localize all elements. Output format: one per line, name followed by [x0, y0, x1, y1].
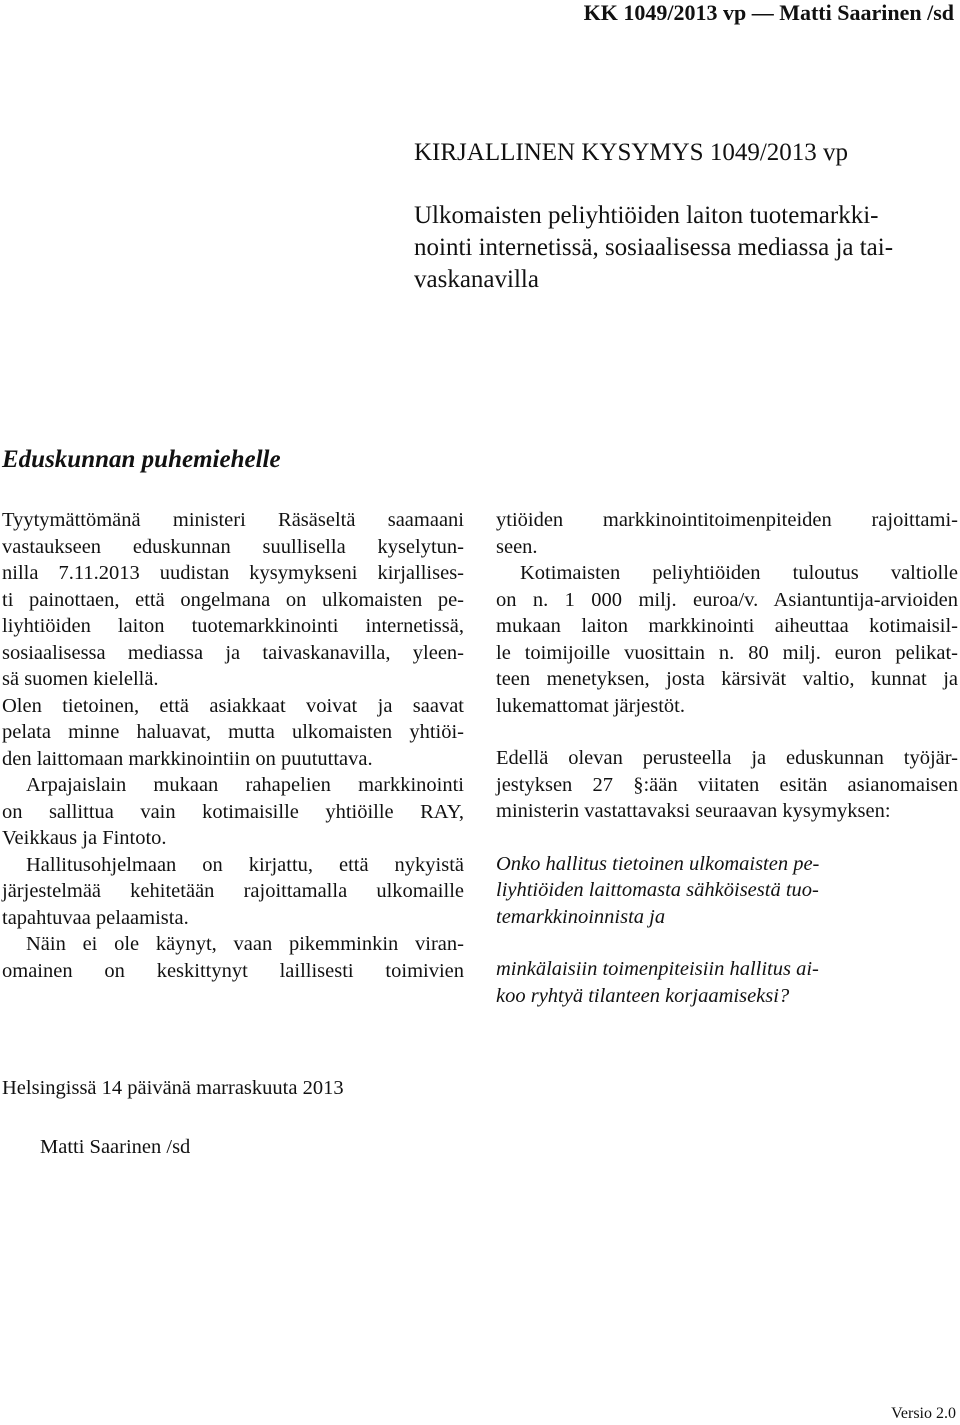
- text-line: on sallittua vain kotimaisille yhtiöille RAY,: [2, 800, 464, 823]
- salutation: Eduskunnan puhemiehelle: [2, 446, 281, 473]
- signature-name: Matti Saarinen /sd: [40, 1136, 191, 1158]
- question-title: [414, 200, 954, 296]
- paragraph: [496, 507, 958, 560]
- text-line: ti painottaen, että ongelmana on ulkomaisten pe-: [2, 588, 464, 611]
- paragraph: [496, 560, 958, 719]
- spacer: [496, 825, 958, 851]
- text-line: Edellä olevan perusteella ja eduskunnan työjär-: [496, 747, 958, 769]
- text-line: Arpajaislain mukaan rahapelien markkinointi: [26, 774, 464, 796]
- spacer: [496, 719, 958, 745]
- question-text: [496, 956, 958, 1009]
- question-text: [496, 851, 958, 931]
- text-line: jestyksen 27 §:ään viitaten esitän asianomaisen: [496, 773, 958, 796]
- text-line: lukemattomat järjestöt.: [496, 694, 686, 717]
- text-line: teen menetyksen, josta kärsivät valtio, kunnat ja: [496, 668, 958, 690]
- text-line: liyhtiöiden laiton tuotemarkkinointi internetissä,: [2, 615, 464, 637]
- text-line: pelata minne haluavat, mutta ulkomaisten yhtiöi-: [2, 721, 464, 743]
- paragraph: [496, 745, 958, 825]
- text-line: liyhtiöiden laittomasta sähköisestä tuo-: [496, 879, 819, 901]
- text-line: Hallitusohjelmaan on kirjattu, että nykyistä: [26, 853, 464, 876]
- text-line: sosiaalisessa mediassa ja taivaskanavilla, yleen-: [2, 641, 464, 664]
- spacer: [496, 930, 958, 956]
- version-label: Versio 2.0: [891, 1405, 956, 1422]
- text-line: den laittomaan markkinointiin on puututtava.: [2, 747, 373, 770]
- text-line: Olen tietoinen, että asiakkaat voivat ja saavat: [2, 694, 464, 717]
- left-column: [2, 507, 464, 984]
- text-line: tapahtuvaa pelaamista.: [2, 906, 189, 929]
- text-line: mukaan laiton markkinointi aiheuttaa kotimaisil-: [496, 615, 958, 637]
- title-line: Ulkomaisten peliyhtiöiden laiton tuotemarkki-: [414, 202, 879, 229]
- text-line: omainen on keskittynyt laillisesti toimivien: [2, 959, 464, 982]
- text-line: Veikkaus ja Fintoto.: [2, 827, 167, 849]
- paragraph: [2, 693, 464, 773]
- text-line: temarkkinoinnista ja: [496, 905, 666, 928]
- text-line: ytiöiden markkinointitoimenpiteiden rajoittami-: [496, 509, 958, 531]
- paragraph: [2, 507, 464, 693]
- text-line: le toimijoille vuosittain n. 80 milj. euron pelikat-: [496, 641, 958, 664]
- paragraph: [2, 931, 464, 984]
- text-line: on n. 1 000 milj. euroa/v. Asiantuntija-arvioiden: [496, 588, 958, 611]
- question-id: KIRJALLINEN KYSYMYS 1049/2013 vp: [414, 139, 849, 166]
- text-line: vastaukseen eduskunnan suullisella kyselytun-: [2, 535, 464, 558]
- text-line: minkälaisiin toimenpiteisiin hallitus ai-: [496, 958, 819, 980]
- text-line: sä suomen kielellä.: [2, 668, 159, 690]
- text-line: järjestelmää kehitetään rajoittamalla ulkomaille: [2, 880, 464, 902]
- right-column: [496, 507, 958, 1009]
- title-line: vaskanavilla: [414, 266, 539, 293]
- paragraph: [2, 772, 464, 852]
- text-line: nilla 7.11.2013 uudistan kysymykseni kirjallises-: [2, 562, 464, 584]
- title-line: nointi internetissä, sosiaalisessa mediassa ja tai-: [414, 234, 894, 261]
- paragraph: [2, 852, 464, 932]
- text-line: Tyytymättömänä ministeri Räsäseltä saamaani: [2, 509, 464, 531]
- text-line: Kotimaisten peliyhtiöiden tuloutus valtiolle: [520, 562, 958, 584]
- place-date: Helsingissä 14 päivänä marraskuuta 2013: [2, 1077, 344, 1099]
- text-line: Näin ei ole käynyt, vaan pikemminkin viran-: [26, 933, 464, 955]
- text-line: ministerin vastattavaksi seuraavan kysymyksen:: [496, 800, 891, 822]
- text-line: Onko hallitus tietoinen ulkomaisten pe-: [496, 852, 820, 875]
- document-header: KK 1049/2013 vp — Matti Saarinen /sd: [583, 0, 954, 25]
- text-line: koo ryhtyä tilanteen korjaamiseksi?: [496, 984, 790, 1007]
- text-line: seen.: [496, 535, 538, 558]
